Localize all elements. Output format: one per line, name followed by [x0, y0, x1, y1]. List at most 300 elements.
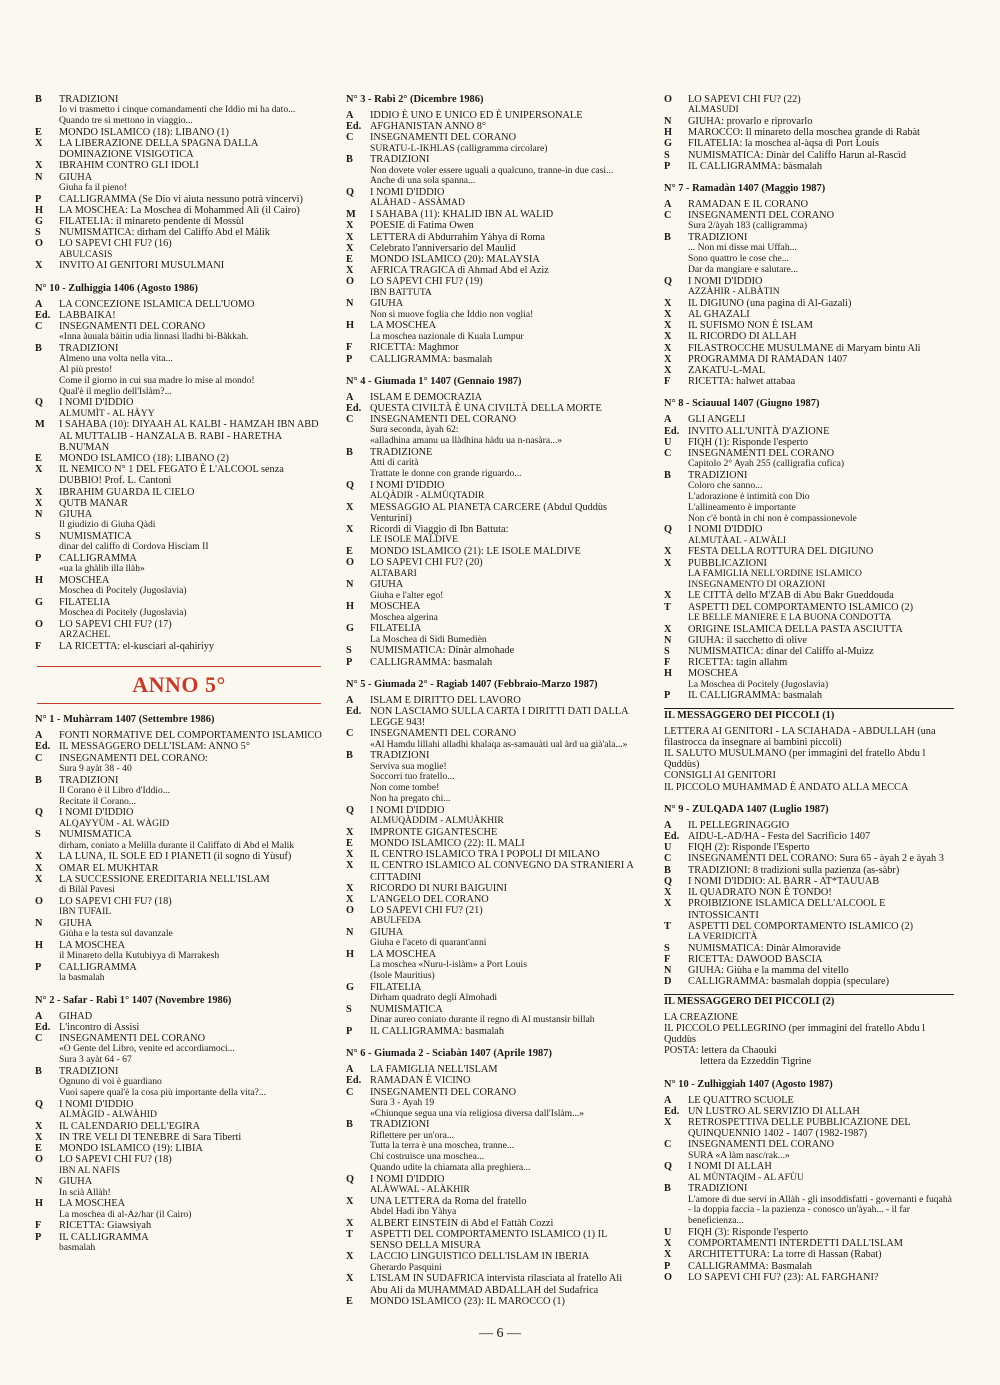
entry-code: N: [346, 298, 354, 310]
index-entry: [346, 209, 638, 220]
entry-title: ISLAM E DIRITTO DEL LAVORO: [370, 694, 521, 706]
index-entry: [346, 110, 638, 121]
banner-rule-bottom: [37, 703, 321, 704]
entry-code: S: [664, 149, 670, 161]
entry-detail: ALÀWWAL - ALÀKHIR: [370, 1184, 470, 1196]
entry-code: E: [346, 1295, 353, 1307]
entry-code: X: [346, 826, 354, 838]
entry-code: P: [664, 160, 671, 172]
entry-code: E: [35, 453, 42, 465]
column-2: [346, 94, 638, 1307]
entry-title: LE QUATTRO SCUOLE: [688, 1094, 794, 1106]
index-entry: [346, 265, 638, 276]
entry-title: I NOMI D'IDDIO: [370, 1173, 445, 1185]
entry-title: FILASTROCCHE MUSULMANE di Maryam bintu Ali: [688, 342, 921, 354]
entry-detail: «Al Hamdu lillahi alladhi khalaqa as-samauàti ual àrd ua già'ala...»: [370, 738, 628, 750]
entry-title: LETTERA di Abdurrahim Yàhya di Roma: [370, 231, 545, 243]
index-entry: [346, 392, 638, 403]
entry-detail: ALMASUDI: [688, 104, 739, 116]
entry-code: X: [35, 138, 43, 149]
index-entry: [35, 741, 323, 752]
entry-detail: LE BELLE MANIERE E LA BUONA CONDOTTA: [688, 611, 892, 623]
entry-code: Ed.: [346, 1075, 362, 1087]
entry-detail: «Chiunque segua una via religiosa diversa dall'Islàm...»: [370, 1107, 585, 1119]
section-line: CONSIGLI AI GENITORI: [664, 770, 776, 782]
index-entry: [35, 260, 323, 271]
issue-header: N° 10 - Zulhìggiah 1407 (Agosto 1987): [664, 1078, 833, 1090]
entry-code: H: [346, 320, 355, 332]
entry-title: LO SAPEVI CHI FU? (21): [370, 905, 483, 917]
entry-detail: di Bilàl Pavesi: [59, 884, 115, 896]
entry-detail: ALQAYYÙM - AL WÀGID: [59, 817, 170, 829]
entry-title: ZAKATU-L-MAL: [688, 365, 766, 377]
index-entry: [664, 898, 954, 920]
entry-code: G: [35, 597, 44, 609]
entry-detail: Recitate il Corano...: [59, 795, 136, 807]
entry-title: LA MOSCHEA: La Moschea di Mohammed Alì (il Cairo): [59, 204, 300, 216]
section-line: IL PICCOLO PELLEGRINO (per immagini del fratello Abdu l Quddùs: [664, 1022, 926, 1045]
entry-title: IL RICORDO DI ALLAH: [688, 331, 797, 343]
entry-detail: Soccorri tuo fratello...: [370, 771, 455, 783]
entry-code: Ed.: [664, 831, 680, 843]
index-entry: [664, 1117, 954, 1139]
index-entry: [664, 1095, 954, 1106]
index-entry: [346, 695, 638, 706]
entry-detail: Quando udite la chiamata alla preghiera...: [370, 1162, 531, 1174]
entry-code: F: [664, 657, 671, 669]
index-entry: [664, 976, 954, 987]
entry-title: COMPORTAMENTI INTERDETTI DALL'ISLAM: [688, 1238, 903, 1250]
index-entry: [664, 842, 954, 853]
entry-title: LO SAPEVI CHI FU? (20): [370, 557, 483, 569]
entry-title: FILATELIA: la moschea al-àqsa di Port Louis: [688, 138, 880, 150]
entry-detail: Atti di carità: [370, 457, 419, 469]
index-entry: [35, 1154, 323, 1165]
issue-header: N° 8 - Sciauual 1407 (Giugno 1987): [664, 398, 820, 410]
entry-title: IN TRE VELI DI TENEBRE di Sara Tiberti: [59, 1132, 242, 1144]
index-entry: [664, 298, 954, 309]
entry-title: LA LIBERAZIONE DELLA SPAGNA DALLA DOMINAZIONE VISIGOTICA: [59, 138, 258, 161]
index-entry: [35, 1022, 323, 1033]
entry-title: LA RICETTA: el-kusciari al-qahiriyy: [59, 641, 215, 653]
entry-code: N: [35, 1176, 43, 1188]
entry-title: I NOMI D'IDDIO: [59, 1098, 134, 1110]
index-entry: [664, 437, 954, 448]
entry-title: CALLIGRAMMA: [59, 553, 137, 565]
entry-code: Ed.: [346, 706, 362, 718]
entry-code: X: [346, 1251, 354, 1263]
entry-title: MONDO ISLAMICO (23): IL MAROCCO (1): [370, 1295, 565, 1307]
entry-list: [664, 820, 954, 988]
entry-code: X: [664, 590, 672, 602]
entry-title: MONDO ISLAMICO (20): MALAYSIA: [370, 254, 540, 266]
index-entry: [35, 1132, 323, 1143]
entry-detail: Vuoi sapere qual'è la cosa più importante della vita?...: [59, 1087, 267, 1099]
index-entry: [35, 160, 323, 171]
entry-title: TRADIZIONI: [59, 1066, 119, 1078]
index-entry: [35, 1220, 323, 1231]
entry-title: QUESTA CIVILTÀ È UNA CIVILTÀ DELLA MORTE: [370, 403, 602, 415]
entry-title: GIUHA: [370, 579, 404, 591]
entry-detail: IBN AL NAFIS: [59, 1164, 120, 1176]
entry-title: FIQH (1): Risponde l'esperto: [688, 436, 808, 448]
entry-code: M: [35, 419, 45, 431]
entry-title: IBRAHIM CONTRO GLI IDOLI: [59, 160, 199, 172]
entry-code: P: [35, 1231, 42, 1243]
entry-code: U: [664, 1226, 672, 1238]
entry-title: NUMISMATICA: dinar del Califfo al-Muìzz: [688, 646, 874, 658]
entry-code: X: [346, 231, 354, 243]
entry-detail: ABULCASIS: [59, 248, 113, 260]
section-line: IL SALUTO MUSULMANO (per immagini del fratello Abdu l Quddùs): [664, 748, 926, 771]
index-entry: [346, 1064, 638, 1075]
entry-title: TRADIZIONI: [688, 470, 748, 482]
entry-title: IL CALLIGRAMMA: basmalah: [688, 690, 823, 702]
entry-detail: «ua la ghàlib illa llàh»: [59, 563, 145, 575]
entry-detail: Sura 9 ayàt 38 - 40: [59, 762, 132, 774]
entry-code: P: [35, 553, 42, 565]
banner-rule-top: [37, 666, 321, 667]
entry-title: L'incontro di Assisi: [59, 1022, 140, 1034]
entry-code: C: [664, 853, 672, 865]
entry-title: INSEGNAMENTI DEL CORANO: [370, 414, 517, 426]
entry-code: D: [664, 976, 672, 988]
index-entry: [346, 298, 638, 309]
section-line: lettera da Ezzeddin Tigrine: [700, 1056, 812, 1068]
entry-detail: LE ISOLE MALDIVE: [370, 534, 458, 546]
entry-title: IL MESSAGGERO DELL'ISLAM: ANNO 5°: [59, 741, 250, 753]
entry-code: X: [664, 365, 672, 377]
entry-code: T: [664, 601, 671, 613]
section-line: LA CREAZIONE: [664, 1011, 739, 1023]
entry-title: FESTA DELLA ROTTURA DEL DIGIUNO: [688, 546, 874, 558]
index-entry: [664, 354, 954, 365]
entry-title: NUMISMATICA: [59, 531, 132, 543]
entry-code: X: [346, 860, 354, 872]
index-entry: [346, 838, 638, 849]
entry-code: Ed.: [35, 309, 51, 321]
entry-detail: Riflettere per un'ora...: [370, 1129, 455, 1141]
index-entry: [35, 205, 323, 216]
entry-code: Ed.: [35, 741, 51, 753]
entry-title: ALBERT EINSTEIN di Abd el Fattàh Cozzi: [370, 1217, 554, 1229]
entry-code: B: [35, 94, 42, 105]
entry-code: X: [346, 242, 354, 254]
entry-detail: Sura seconda, àyah 62:: [370, 424, 459, 436]
page-number: — 6 —: [479, 1326, 521, 1341]
entry-detail: Io vi trasmetto i cinque comandamenti che Iddio mi ha dato...: [59, 104, 296, 116]
index-entry: [35, 138, 323, 160]
entry-code: X: [35, 260, 43, 272]
entry-detail: Non dovete voler essere uguali a qualcuno, tranne-in due casi...: [370, 164, 614, 176]
index-entry: [664, 150, 954, 161]
entry-title: ORIGINE ISLAMICA DELLA PASTA ASCIUTTA: [688, 623, 903, 635]
index-entry: [35, 851, 323, 862]
entry-code: Q: [664, 1161, 673, 1173]
entry-detail: La Moschea di Sidi Bumedièn: [370, 633, 487, 645]
entry-detail: In scià Allàh!: [59, 1186, 111, 1198]
entry-detail: Moschea algerina: [370, 611, 438, 623]
entry-detail: La moschea «Nuru-l-islàm» a Port Louis: [370, 959, 527, 971]
entry-title: LO SAPEVI CHI FU? (23): AL FARGHANI?: [688, 1271, 879, 1283]
index-entry: [346, 121, 638, 132]
entry-title: TRADIZIONI: [370, 154, 430, 166]
index-entry: [346, 546, 638, 557]
entry-title: UNA LETTERA da Roma del fratello: [370, 1195, 527, 1207]
entry-title: POESIE di Fatima Owen: [370, 220, 474, 232]
entry-code: G: [35, 216, 44, 228]
entry-list: [346, 392, 638, 668]
index-entry: [664, 624, 954, 635]
entry-code: H: [35, 204, 44, 216]
entry-detail: Il Corano è il Libro d'Iddio...: [59, 784, 170, 796]
entry-detail: Trattate le donne con grande riguardo...: [370, 468, 522, 480]
entry-code: E: [346, 254, 353, 266]
index-entry: [35, 641, 323, 652]
issue-header: N° 3 - Rabì 2° (Dicembre 1986): [346, 94, 484, 105]
entry-code: T: [664, 920, 671, 932]
entry-detail: Come il giorno in cui sua madre lo mise al mondo!: [59, 374, 255, 386]
entry-code: S: [35, 227, 41, 239]
entry-code: X: [346, 1273, 354, 1285]
entry-code: X: [35, 862, 43, 874]
index-entry: [664, 1139, 954, 1150]
column-1: [35, 94, 323, 1254]
entry-code: B: [346, 447, 353, 459]
index-entry: [35, 397, 323, 408]
entry-detail: ABULFEDA: [370, 915, 422, 927]
entry-detail: IBN BATTUTA: [370, 286, 432, 298]
issue-header: N° 7 - Ramadàn 1407 (Maggio 1987): [664, 183, 826, 195]
index-entry: [664, 1272, 954, 1283]
entry-code: C: [35, 1033, 43, 1045]
entry-code: C: [346, 1086, 354, 1098]
entry-code: A: [346, 694, 354, 706]
index-entry: [35, 194, 323, 205]
index-entry: [664, 690, 954, 701]
entry-code: X: [664, 1249, 672, 1261]
index-entry: [35, 1143, 323, 1154]
entry-title: IDDIO È UNO E UNICO ED È UNIPERSONALE: [370, 110, 583, 121]
entry-detail: Sura 2/àyah 183 (calligramma): [688, 220, 808, 232]
entry-title: INSEGNAMENTI DEL CORANO:: [59, 752, 208, 764]
entry-code: P: [346, 656, 353, 668]
entry-title: RICETTA: Giawsiyah: [59, 1220, 152, 1232]
index-entry: [346, 502, 638, 524]
entry-code: X: [35, 851, 43, 863]
entry-code: B: [664, 1183, 671, 1195]
entry-code: S: [346, 645, 352, 657]
entry-title: MOSCHEA: [688, 668, 739, 680]
entry-title: GIUHA: [59, 917, 93, 929]
index-entry: [346, 403, 638, 414]
entry-title: IL NEMICO N° 1 DEL FEGATO È L'ALCOOL senza DUBBIO! Prof. L. Cantoni: [59, 464, 284, 487]
index-entry: [346, 1119, 638, 1130]
entry-detail: Giuha e l'alter ego!: [370, 589, 444, 601]
entry-title: QUTB MANAR: [59, 497, 128, 509]
entry-code: A: [346, 1064, 354, 1076]
entry-title: IL CALENDARIO DELL'EGIRA: [59, 1120, 201, 1132]
entry-title: IMPRONTE GIGANTESCHE: [370, 826, 498, 838]
entry-title: CALLIGRAMMA: [59, 961, 137, 973]
entry-code: F: [35, 1220, 42, 1232]
entry-title: L'ANGELO DEL CORANO: [370, 894, 489, 906]
entry-code: X: [35, 486, 43, 498]
entry-code: S: [664, 646, 670, 658]
entry-code: F: [664, 953, 671, 965]
entry-title: FILATELIA: il minareto pendente di Mossùl: [59, 216, 245, 228]
entry-code: O: [35, 895, 44, 907]
entry-title: GIUHA: [59, 509, 93, 521]
entry-title: LACCIO LINGUISTICO DELL'ISLAM IN IBERIA: [370, 1251, 590, 1263]
entry-title: MONDO ISLAMICO (18): LIBANO (2): [59, 453, 229, 465]
index-entry: [346, 883, 638, 894]
issue-header: N° 5 - Giumada 2° - Ragiab 1407 (Febbraio-Marzo 1987): [346, 678, 598, 690]
entry-title: LA MOSCHEA: [59, 1198, 126, 1210]
plain-list: [664, 1012, 954, 1068]
entry-title: GIUHA: provarlo e riprovarlo: [688, 116, 813, 127]
entry-code: Q: [664, 875, 673, 887]
entry-code: H: [664, 127, 673, 139]
index-entry: [346, 320, 638, 331]
index-entry: [346, 849, 638, 860]
index-entry: [346, 827, 638, 838]
entry-detail: La moschea nazionale di Kuala Lumpur: [370, 330, 524, 342]
issue-header: N° 4 - Giumada 1° 1407 (Gennaio 1987): [346, 375, 522, 387]
entry-detail: Sono quattro le cose che...: [688, 253, 789, 265]
entry-code: N: [346, 579, 354, 591]
entry-detail: Anche di una sola spanna...: [370, 175, 476, 187]
entry-title: GIUHA: [370, 298, 404, 310]
entry-code: P: [346, 353, 353, 365]
entry-title: TRADIZIONI: [370, 750, 430, 762]
entry-title: RAMADAN È VICINO: [370, 1075, 471, 1087]
entry-code: B: [346, 1119, 353, 1131]
entry-title: GLI ANGELI: [688, 414, 746, 426]
entry-detail: Sura 3 ayàt 64 - 67: [59, 1054, 132, 1066]
entry-code: A: [346, 110, 354, 121]
entry-title: I NOMI D'IDDIO: [370, 479, 445, 491]
entry-code: O: [346, 276, 355, 288]
entry-code: C: [35, 321, 43, 333]
entry-title: TRADIZIONI: [59, 343, 119, 355]
entry-code: A: [664, 1094, 672, 1106]
entry-title: NON LASCIAMO SULLA CARTA I DIRITTI DATI DALLA LEGGE 943!: [370, 706, 628, 729]
entry-code: C: [664, 1139, 672, 1151]
entry-code: P: [346, 1026, 353, 1038]
entry-title: UN LUSTRO AL SERVIZIO DI ALLAH: [688, 1105, 860, 1117]
entry-code: A: [664, 414, 672, 426]
entry-code: H: [346, 601, 355, 613]
entry-detail: Serviva sua moglie!: [370, 760, 447, 772]
entry-title: I NOMI D'IDDIO: [59, 397, 134, 409]
entry-title: TRADIZIONI: [688, 1183, 748, 1195]
entry-code: N: [35, 917, 43, 929]
entry-code: Q: [346, 804, 355, 816]
entry-title: TRADIZIONI: 8 tradizioni sulla pazienza (as-sàbr): [688, 864, 900, 876]
entry-code: X: [664, 342, 672, 354]
entry-code: E: [346, 546, 353, 558]
entry-code: N: [35, 509, 43, 521]
entry-list: [35, 1011, 323, 1254]
entry-detail: AL MÙNTAQIM - AL AFÙU: [688, 1171, 804, 1183]
entry-title: I NOMI D'IDDIO: [370, 804, 445, 816]
entry-title: MESSAGGIO AL PIANETA CARCERE (Abdul Quddùs Venturini): [370, 501, 608, 525]
entry-code: X: [346, 849, 354, 861]
entry-title: I NOMI D'IDDIO: [370, 187, 445, 199]
entry-detail: Dirham quadrato degli Almohadi: [370, 992, 498, 1004]
index-entry: [346, 1296, 638, 1307]
entry-code: B: [664, 232, 671, 244]
entry-code: X: [664, 546, 672, 558]
entry-list: [664, 414, 954, 701]
index-entry: [664, 331, 954, 342]
entry-code: C: [346, 132, 354, 144]
entry-title: IL CENTRO ISLAMICO AL CONVEGNO DA STRANIERI A CITTADINI: [370, 860, 634, 883]
entry-list: [35, 730, 323, 984]
entry-detail: Giùha e la testa sul davanzale: [59, 928, 173, 940]
entry-title: MONDO ISLAMICO (22): IL MALI: [370, 838, 525, 850]
entry-detail: SURATU-L-IKHLAS (calligramma circolare): [370, 142, 548, 154]
entry-detail: Non come tombe!: [370, 782, 440, 794]
index-entry: [664, 1227, 954, 1238]
entry-code: A: [35, 1010, 43, 1022]
entry-title: TRADIZIONE: [370, 447, 433, 459]
entry-title: LO SAPEVI CHI FU? (16): [59, 238, 172, 250]
entry-detail: Non ha pregato chi...: [370, 793, 451, 805]
entry-title: FIQH (3): Risponde l'esperto: [688, 1226, 808, 1238]
entry-detail: LA FAMIGLIA NELL'ORDINE ISLAMICO: [688, 567, 862, 579]
index-entry: [35, 487, 323, 498]
entry-code: Ed.: [664, 1105, 680, 1117]
index-entry: [346, 1273, 638, 1295]
entry-code: T: [346, 1229, 353, 1241]
index-entry: [664, 116, 954, 127]
index-entry: [346, 1251, 638, 1262]
entry-title: INSEGNAMENTI DEL CORANO: [688, 1139, 835, 1151]
index-entry: [35, 453, 323, 464]
index-entry: [664, 657, 954, 668]
entry-code: O: [346, 905, 355, 917]
entry-code: X: [35, 873, 43, 885]
year-title: ANNO 5°: [132, 672, 226, 698]
entry-code: X: [346, 265, 354, 277]
entry-code: B: [35, 1066, 42, 1078]
entry-title: NUMISMATICA: Dinàr Almoravide: [688, 942, 841, 954]
entry-code: Ed.: [346, 403, 362, 415]
entry-code: Q: [346, 1173, 355, 1185]
entry-code: C: [346, 414, 354, 426]
entry-code: G: [346, 982, 355, 994]
entry-title: INSEGNAMENTI DEL CORANO: [688, 448, 835, 460]
entry-detail: il Minareto della Kutubiyya di Marrakesh: [59, 950, 220, 962]
entry-title: LABBAIKA!: [59, 309, 116, 321]
issue-header: N° 2 - Safar - Rabì 1° 1407 (Novembre 1986): [35, 994, 232, 1006]
entry-title: I NOMI D'IDDIO: AL BARR - AT*TAUUAB: [688, 875, 880, 887]
index-entry: [35, 310, 323, 321]
index-entry: [664, 426, 954, 437]
entry-code: P: [35, 961, 42, 973]
entry-title: INSEGNAMENTI DEL CORANO: [59, 1033, 206, 1045]
entry-detail: Coloro che sanno...: [688, 480, 763, 492]
entry-code: N: [664, 116, 672, 127]
issue-header: N° 1 - Muhàrram 1407 (Settembre 1986): [35, 714, 215, 726]
entry-list: [35, 299, 323, 653]
entry-title: LO SAPEVI CHI FU? (19): [370, 276, 483, 288]
entry-title: IL SUFISMO NON È ISLAM: [688, 320, 813, 332]
entry-code: S: [35, 829, 41, 841]
entry-title: ASPETTI DEL COMPORTAMENTO ISLAMICO (1) IL SENSO DELLA MISURA: [370, 1229, 607, 1252]
